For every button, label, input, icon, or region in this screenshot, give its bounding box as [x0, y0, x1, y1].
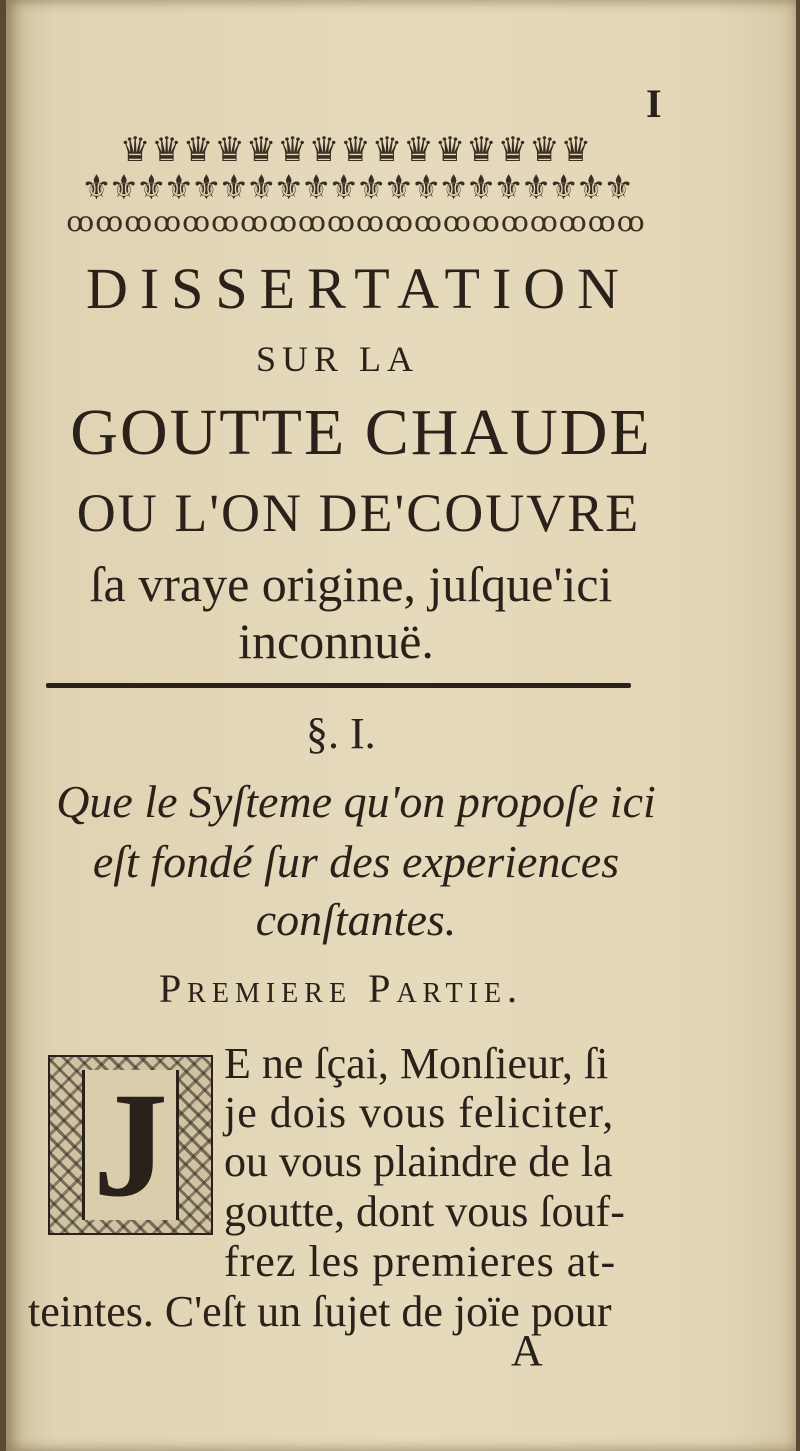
- catchword: A: [511, 1326, 543, 1375]
- section-heading-line-1: Que le Syſteme qu'on propoſe ici: [56, 776, 656, 827]
- ornament-scroll-row: ꝏꝏꝏꝏꝏꝏꝏꝏꝏꝏꝏꝏꝏꝏꝏꝏꝏꝏꝏꝏ: [66, 207, 646, 238]
- subtitle-line-2: inconnuë.: [238, 613, 434, 669]
- body-line-4: goutte, dont vous ſouf-: [224, 1187, 625, 1236]
- section-heading-line-3: conſtantes.: [255, 894, 457, 945]
- part-heading: Premiere Partie.: [158, 966, 524, 1011]
- book-page: [6, 0, 796, 1451]
- title-line-4: OU L'ON DE'COUVRE: [76, 483, 641, 543]
- decorated-initial: [48, 1055, 213, 1235]
- title-line-1: DISSERTATION: [85, 256, 632, 321]
- subtitle-line-1: ſa vraye origine, juſque'ici: [89, 556, 613, 612]
- title-line-3: GOUTTE CHAUDE: [70, 396, 652, 469]
- ornament-crown-row: ♛♛♛♛♛♛♛♛♛♛♛♛♛♛♛: [119, 132, 593, 169]
- body-line-2: je dois vous feliciter,: [224, 1088, 615, 1137]
- horizontal-rule: [46, 683, 631, 688]
- title-line-2: SUR LA: [256, 339, 420, 379]
- ornament-fleur-row: ⚜⚜⚜⚜⚜⚜⚜⚜⚜⚜⚜⚜⚜⚜⚜⚜⚜⚜⚜⚜: [81, 170, 631, 207]
- body-line-5: frez les premieres at-: [224, 1237, 617, 1286]
- body-line-1: E ne ſçai, Monſieur, ſi: [224, 1039, 609, 1088]
- body-line-3: ou vous plaindre de la: [224, 1137, 613, 1186]
- body-line-6: teintes. C'eſt un ſujet de joïe pour: [28, 1287, 612, 1336]
- page-number: I: [646, 81, 662, 126]
- section-number: §. I.: [306, 709, 376, 758]
- section-heading-line-2: eſt fondé ſur des experiences: [92, 836, 620, 887]
- initial-letter: J: [82, 1070, 179, 1220]
